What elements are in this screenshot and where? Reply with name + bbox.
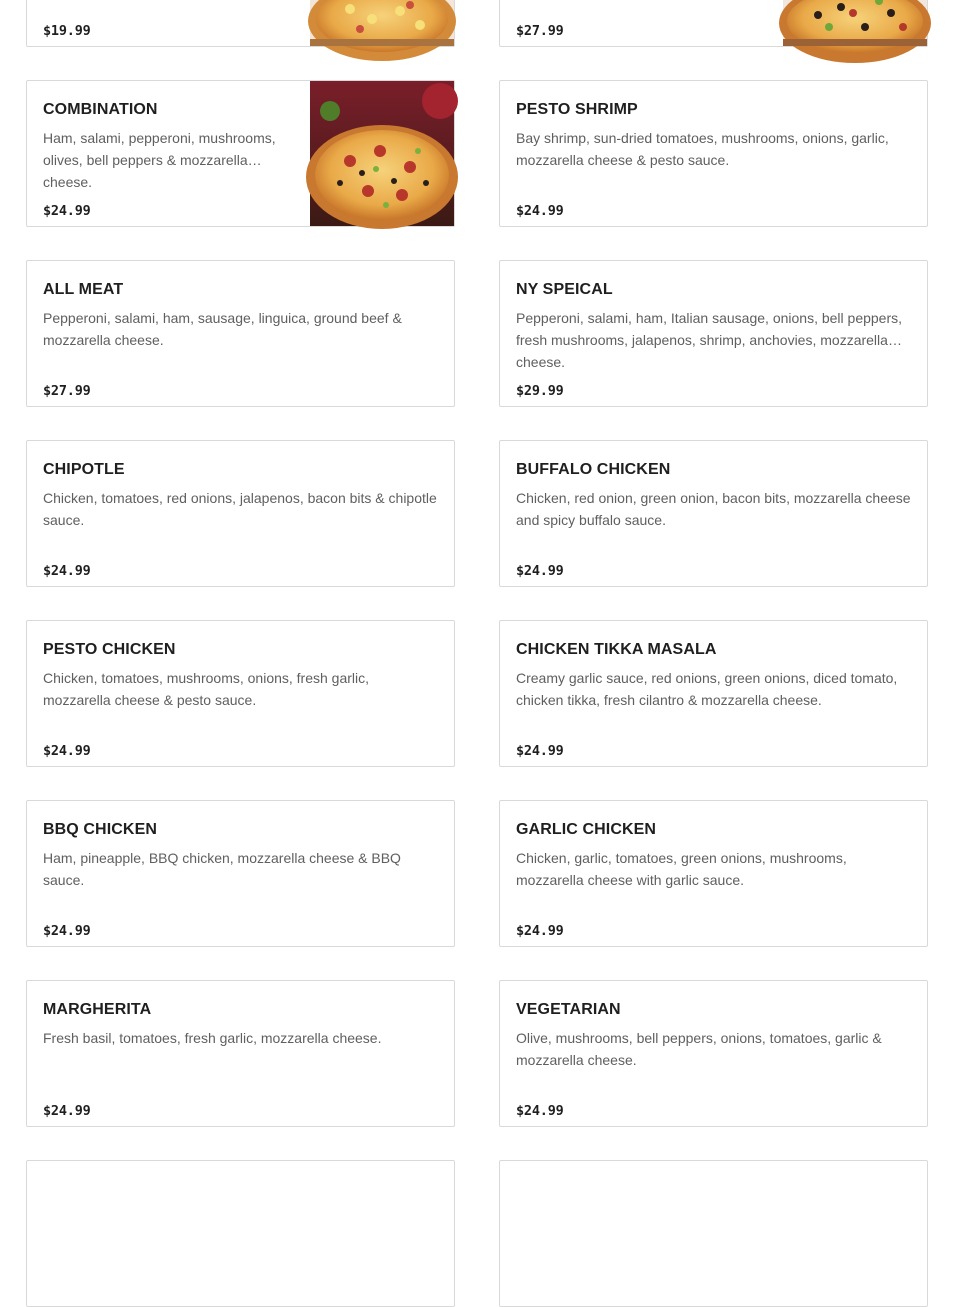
menu-item-price: $24.99 <box>43 563 91 579</box>
menu-item-info <box>516 459 911 531</box>
menu-item-description: Chicken, tomatoes, mushrooms, onions, fresh garlic, mozzarella cheese & pesto sauce. <box>43 670 370 708</box>
menu-item-info <box>43 1179 438 1180</box>
menu-item-name: CHIPOTLE <box>43 461 125 478</box>
menu-item-card[interactable] <box>26 620 455 767</box>
menu-item-description: Bay shrimp, sun-dried tomatoes, mushrooms, onions, garlic, mozzarella cheese & pesto sauce. <box>516 130 889 168</box>
menu-item-info <box>43 819 438 891</box>
menu-item-card[interactable] <box>26 260 455 407</box>
menu-item-card[interactable] <box>26 980 455 1127</box>
menu-grid <box>26 0 928 1307</box>
menu-item-card[interactable] <box>499 1160 928 1307</box>
menu-item-description: Ham, salami, pepperoni, mushrooms, olives, bell peppers & mozzarella cheese. <box>43 130 276 190</box>
menu-item-info <box>43 459 438 531</box>
menu-item-card[interactable] <box>26 1160 455 1307</box>
menu-item-info <box>43 639 438 711</box>
menu-item-info <box>516 1179 911 1180</box>
menu-item-description: Pepperoni, salami, ham, Italian sausage, onions, bell peppers, fresh mushrooms, jalapenos, shrimp, anchovies, mozzarella cheese. <box>516 310 903 370</box>
menu-item-card[interactable] <box>26 440 455 587</box>
menu-item-name: ALL MEAT <box>43 281 124 298</box>
menu-item-description: Olive, mushrooms, bell peppers, onions, tomatoes, garlic & mozzarella cheese. <box>516 1030 882 1068</box>
menu-item-card[interactable] <box>499 260 928 407</box>
menu-item-info <box>43 99 294 190</box>
menu-item-card[interactable] <box>26 800 455 947</box>
menu-item-card[interactable] <box>26 0 455 47</box>
menu-item-price: $24.99 <box>516 1103 564 1119</box>
menu-item-name: CHICKEN TIKKA MASALA <box>516 641 717 658</box>
menu-item-card[interactable] <box>499 440 928 587</box>
menu-item-price: $24.99 <box>516 923 564 939</box>
menu-item-name: BUFFALO CHICKEN <box>516 461 671 478</box>
menu-item-name: VEGETARIAN <box>516 1001 621 1018</box>
menu-item-description: Chicken, tomatoes, red onions, jalapenos, bacon bits & chipotle sauce. <box>43 490 437 528</box>
menu-item-price: $27.99 <box>516 23 564 39</box>
menu-item-description: Fresh basil, tomatoes, fresh garlic, mozzarella cheese. <box>43 1030 382 1046</box>
menu-item-description: Chicken, garlic, tomatoes, green onions, mushrooms, mozzarella cheese with garlic sauce. <box>516 850 847 888</box>
menu-item-price: $24.99 <box>43 203 91 219</box>
menu-item-price: $24.99 <box>516 743 564 759</box>
menu-item-info <box>516 999 911 1071</box>
menu-item-info <box>43 279 438 351</box>
pizza-image <box>310 0 454 46</box>
menu-item-info <box>516 819 911 891</box>
menu-item-name: BBQ CHICKEN <box>43 821 157 838</box>
menu-item-description: Chicken, red onion, green onion, bacon bits, mozzarella cheese and spicy buffalo sauce. <box>516 490 911 528</box>
menu-item-card[interactable] <box>499 980 928 1127</box>
menu-item-card[interactable] <box>499 620 928 767</box>
menu-item-card[interactable] <box>499 800 928 947</box>
menu-item-name: PESTO SHRIMP <box>516 101 638 118</box>
menu-item-price: $24.99 <box>43 743 91 759</box>
menu-item-name: NY SPEICAL <box>516 281 613 298</box>
menu-item-card[interactable] <box>26 80 455 227</box>
menu-item-price: $24.99 <box>516 203 564 219</box>
pizza-image <box>783 0 927 46</box>
menu-item-price: $24.99 <box>516 563 564 579</box>
menu-item-info <box>516 639 911 711</box>
menu-item-card[interactable] <box>499 0 928 47</box>
menu-item-info <box>516 99 911 171</box>
menu-item-info <box>516 279 911 370</box>
menu-item-name: MARGHERITA <box>43 1001 152 1018</box>
menu-item-name: PESTO CHICKEN <box>43 641 176 658</box>
menu-item-price: $27.99 <box>43 383 91 399</box>
menu-item-name: GARLIC CHICKEN <box>516 821 657 838</box>
menu-item-description: Creamy garlic sauce, red onions, green onions, diced tomato, chicken tikka, fresh cilantro & mozzarella cheese. <box>516 670 898 708</box>
menu-item-price: $24.99 <box>43 923 91 939</box>
menu-item-description: Ham, pineapple, BBQ chicken, mozzarella cheese & BBQ sauce. <box>43 850 401 888</box>
menu-item-info <box>43 999 438 1071</box>
menu-item-price: $24.99 <box>43 1103 91 1119</box>
menu-item-description: Pepperoni, salami, ham, sausage, linguica, ground beef & mozzarella cheese. <box>43 310 402 348</box>
pizza-image <box>310 81 454 226</box>
menu-item-price: $19.99 <box>43 23 91 39</box>
menu-item-price: $29.99 <box>516 383 564 399</box>
menu-item-name: COMBINATION <box>43 101 158 118</box>
menu-item-card[interactable] <box>499 80 928 227</box>
